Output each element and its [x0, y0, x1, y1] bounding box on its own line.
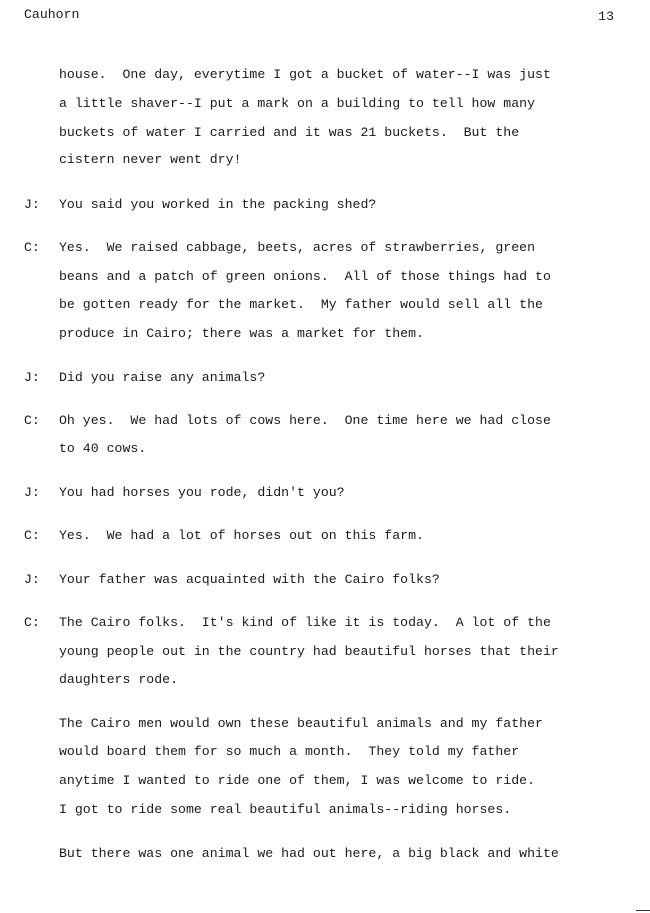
text-line: Oh yes. We had lots of cows here. One time here we had close	[59, 413, 551, 428]
text-line: But there was one animal we had out here, a big black and white	[59, 846, 559, 861]
text-line: Yes. We raised cabbage, beets, acres of strawberries, green	[59, 240, 536, 255]
text-line: be gotten ready for the market. My father would sell all the	[59, 297, 543, 312]
text-line: house. One day, everytime I got a bucket of water--I was just	[59, 67, 551, 82]
text-line: Yes. We had a lot of horses out on this farm.	[59, 528, 424, 543]
text-line: Your father was acquainted with the Cairo folks?	[59, 572, 440, 587]
speaker-label: J:	[24, 572, 40, 587]
text-line: to 40 cows.	[59, 441, 147, 456]
text-line: would board them for so much a month. They told my father	[59, 744, 520, 759]
speaker-label: C:	[24, 528, 40, 543]
speaker-label: C:	[24, 240, 40, 255]
text-line: You had horses you rode, didn't you?	[59, 485, 345, 500]
speaker-label: C:	[24, 413, 40, 428]
header-name: Cauhorn	[24, 7, 80, 22]
text-line: The Cairo folks. It's kind of like it is today. A lot of the	[59, 615, 551, 630]
text-line: a little shaver--I put a mark on a building to tell how many	[59, 96, 536, 111]
text-line: anytime I wanted to ride one of them, I was welcome to ride.	[59, 773, 536, 788]
text-line: The Cairo men would own these beautiful animals and my father	[59, 716, 543, 731]
text-line: Did you raise any animals?	[59, 370, 266, 385]
scan-edge-mark	[636, 910, 650, 911]
speaker-label: J:	[24, 197, 40, 212]
speaker-label: C:	[24, 615, 40, 630]
text-line: young people out in the country had beautiful horses that their	[59, 644, 559, 659]
page-number: 13	[598, 9, 614, 24]
text-line: cistern never went dry!	[59, 152, 242, 167]
speaker-label: J:	[24, 370, 40, 385]
text-line: buckets of water I carried and it was 21 buckets. But the	[59, 125, 520, 140]
text-line: daughters rode.	[59, 672, 179, 687]
text-line: I got to ride some real beautiful animals--riding horses.	[59, 802, 512, 817]
speaker-label: J:	[24, 485, 40, 500]
text-line: You said you worked in the packing shed?	[59, 197, 377, 212]
text-line: beans and a patch of green onions. All of those things had to	[59, 269, 551, 284]
text-line: produce in Cairo; there was a market for them.	[59, 326, 424, 341]
